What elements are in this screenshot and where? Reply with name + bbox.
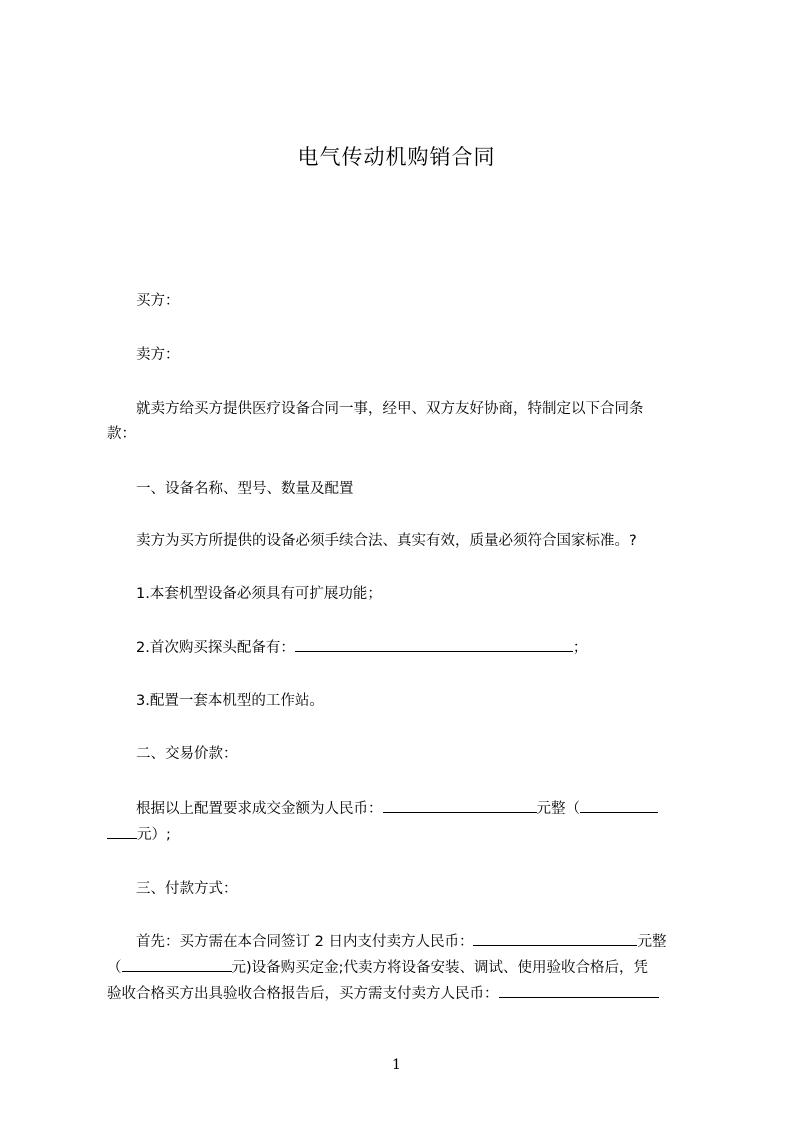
- price-amount-blank[interactable]: [383, 798, 537, 813]
- item3-text: 3.配置一套本机型的工作站。: [136, 693, 324, 709]
- payment-line2-text: 元)设备购买定金;代卖方将设备安装、调试、使用验收合格后，凭: [231, 960, 649, 976]
- section1-heading: 一、设备名称、型号、数量及配置: [136, 481, 354, 497]
- page-number: 1: [392, 1057, 401, 1073]
- payment-line1: [136, 929, 703, 955]
- payment-paren-open: （: [107, 960, 122, 976]
- section2-heading: 二、交易价款：: [136, 746, 238, 762]
- payment-line3: [107, 981, 659, 1007]
- intro-paragraph-line2: 款：: [107, 426, 136, 442]
- deposit-uppercase-blank[interactable]: [122, 957, 232, 972]
- price-line1: [136, 796, 703, 822]
- item2-prefix: 2.首次购买探头配备有：: [136, 640, 295, 656]
- payment-prefix: 首先：买方需在本合同签订 2 日内支付卖方人民币：: [136, 934, 474, 950]
- item2-suffix: ；: [572, 640, 588, 656]
- price-uppercase-blank-part2[interactable]: [107, 824, 137, 839]
- price-line2: [107, 822, 171, 848]
- seller-label: 卖方：: [136, 347, 180, 363]
- payment-line2: [107, 955, 648, 981]
- section3-heading: 三、付款方式：: [136, 881, 238, 897]
- price-prefix: 根据以上配置要求成交金额为人民币：: [136, 801, 383, 817]
- deposit-amount-blank[interactable]: [473, 931, 637, 946]
- price-suffix: 元）;: [137, 827, 171, 843]
- payment-mid: 元整: [637, 934, 667, 950]
- section1-text: 卖方为买方所提供的设备必须手续合法、真实有效，质量必须符合国家标准。?: [136, 533, 637, 549]
- item1-text: 1.本套机型设备必须具有可扩展功能；: [136, 586, 382, 602]
- item2-line: [136, 635, 703, 661]
- final-payment-blank[interactable]: [499, 983, 659, 998]
- payment-line3-text: 验收合格买方出具验收合格报告后，买方需支付卖方人民币：: [107, 986, 499, 1002]
- buyer-label: 买方：: [136, 293, 180, 309]
- probe-blank-field[interactable]: [295, 637, 573, 652]
- intro-paragraph-line1: 就卖方给买方提供医疗设备合同一事，经甲、双方友好协商，特制定以下合同条: [136, 401, 644, 417]
- price-mid: 元整（: [536, 801, 580, 817]
- price-uppercase-blank-part1[interactable]: [580, 798, 658, 813]
- document-title: 电气传动机购销合同: [297, 145, 496, 169]
